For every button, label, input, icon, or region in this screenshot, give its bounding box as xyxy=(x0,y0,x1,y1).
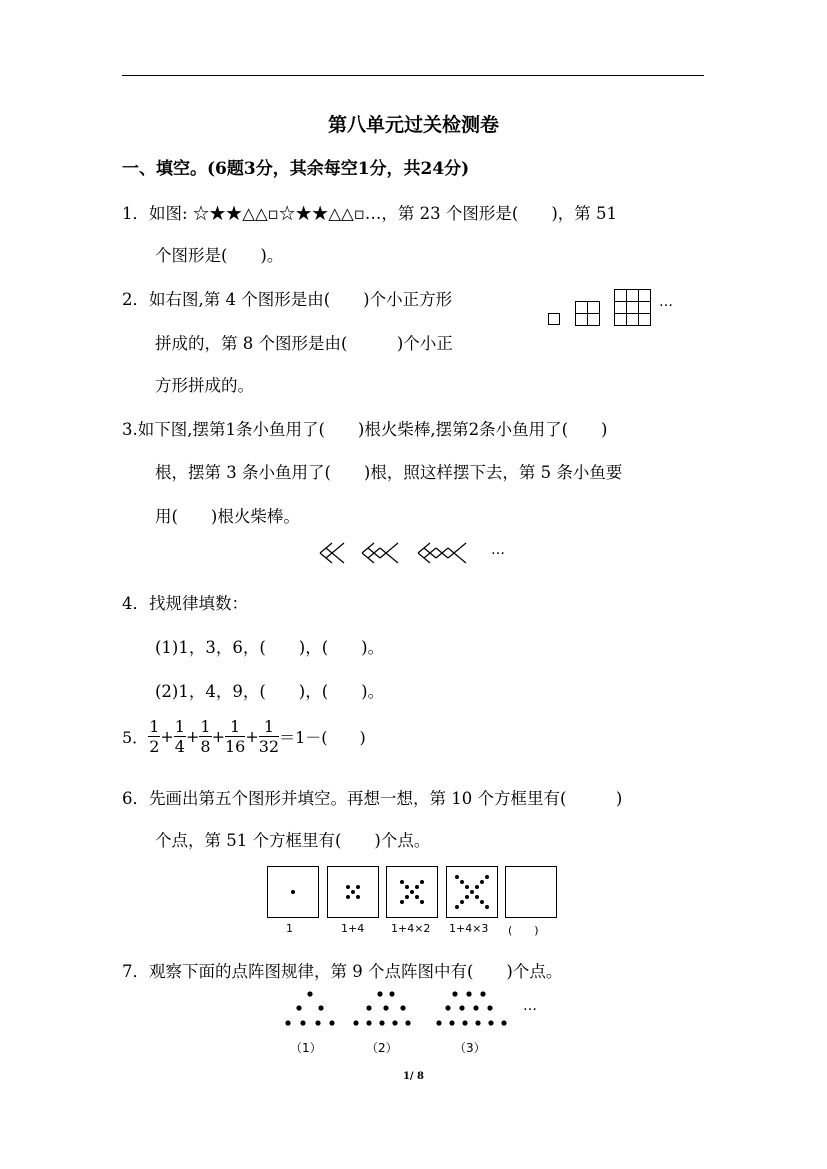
triangle-caption-1: （1） xyxy=(290,1041,322,1055)
q4-line-3: (2)1，4，9，( )，( )。 xyxy=(155,682,385,701)
grid-3x3 xyxy=(615,290,651,326)
q3-line-2: 根，摆第 3 条小鱼用了( )根，照这样摆下去，第 5 条小鱼要 xyxy=(155,463,623,482)
page-title: 第八单元过关检测卷 xyxy=(327,114,499,136)
fish-1 xyxy=(320,543,344,563)
box-caption-3: 1+4×2 xyxy=(391,922,431,935)
dot-box-2 xyxy=(327,866,379,918)
dot-box-1 xyxy=(267,866,319,918)
triangle-caption-3: （3） xyxy=(454,1041,486,1055)
triangle-1 xyxy=(285,991,334,1025)
q2-line-3: 方形拼成的。 xyxy=(155,376,254,395)
page-number: 1/ 8 xyxy=(402,1071,425,1082)
q5-expression xyxy=(122,717,366,756)
plus-sign: + xyxy=(211,727,225,746)
q2-line-1: 2．如右图,第 4 个图形是由( )个小正方形 xyxy=(122,290,453,309)
q6-line-2: 个点，第 51 个方框里有( )个点。 xyxy=(155,831,431,850)
q7-line-1: 7．观察下面的点阵图规律，第 9 个点阵图中有( )个点。 xyxy=(122,962,563,981)
box-caption-1: 1 xyxy=(286,922,293,935)
top-rule xyxy=(122,75,704,76)
q1-line-1: 1．如图: ☆★★△△▫☆★★△△▫…，第 23 个图形是( )，第 51 xyxy=(122,204,618,223)
box-caption-5: ( ) xyxy=(508,924,539,937)
fraction-1: $\frac{1}{2}$ xyxy=(149,717,160,756)
q4-line-2: (1)1，3，6，( )，( )。 xyxy=(155,638,385,657)
fraction-2: $\frac{1}{4}$ xyxy=(174,717,185,756)
box-caption-2: 1+4 xyxy=(341,922,365,935)
plus-sign: + xyxy=(185,727,200,746)
q7-ellipsis: … xyxy=(523,998,537,1014)
q4-line-1: 4．找规律填数： xyxy=(122,594,248,613)
plus-sign: + xyxy=(245,727,259,746)
q3-ellipsis: … xyxy=(491,542,505,558)
plus-sign: + xyxy=(160,727,174,746)
q2-ellipsis: … xyxy=(659,294,673,310)
triangle-3 xyxy=(436,991,506,1025)
dot-box-5-empty xyxy=(505,866,557,918)
matchstick-fish-figure xyxy=(318,538,483,568)
q5-number: 5． xyxy=(122,728,149,747)
q5-tail: ＝1－( ) xyxy=(279,728,366,747)
q6-line-1: 6．先画出第五个图形并填空。再想一想，第 10 个方框里有( ) xyxy=(122,789,623,808)
q1-line-2: 个图形是( )。 xyxy=(155,246,284,265)
grid-1x1 xyxy=(549,314,560,325)
triangle-caption-2: （2） xyxy=(366,1041,398,1055)
triangle-2 xyxy=(353,991,410,1025)
dot-triangle-figure xyxy=(280,988,530,1033)
fraction-5: $\frac{1}{32}$ xyxy=(258,717,280,756)
dot-box-3 xyxy=(386,866,438,918)
fish-3 xyxy=(418,543,466,563)
fraction-3: $\frac{1}{8}$ xyxy=(200,717,211,756)
q2-line-2: 拼成的，第 8 个图形是由( )个小正 xyxy=(155,334,453,353)
q3-line-1: 3.如下图,摆第1条小鱼用了( )根火柴棒,摆第2条小鱼用了( ) xyxy=(122,420,608,439)
q3-line-3: 用( )根火柴棒。 xyxy=(155,507,300,526)
dot-box-4 xyxy=(446,866,498,918)
fraction-4: $\frac{1}{16}$ xyxy=(224,717,246,756)
box-caption-4: 1+4×3 xyxy=(449,922,489,935)
grid-2x2 xyxy=(576,302,600,326)
section-heading: 一、填空。(6题3分，其余每空1分，共24分) xyxy=(122,159,470,179)
fish-2 xyxy=(362,543,398,563)
